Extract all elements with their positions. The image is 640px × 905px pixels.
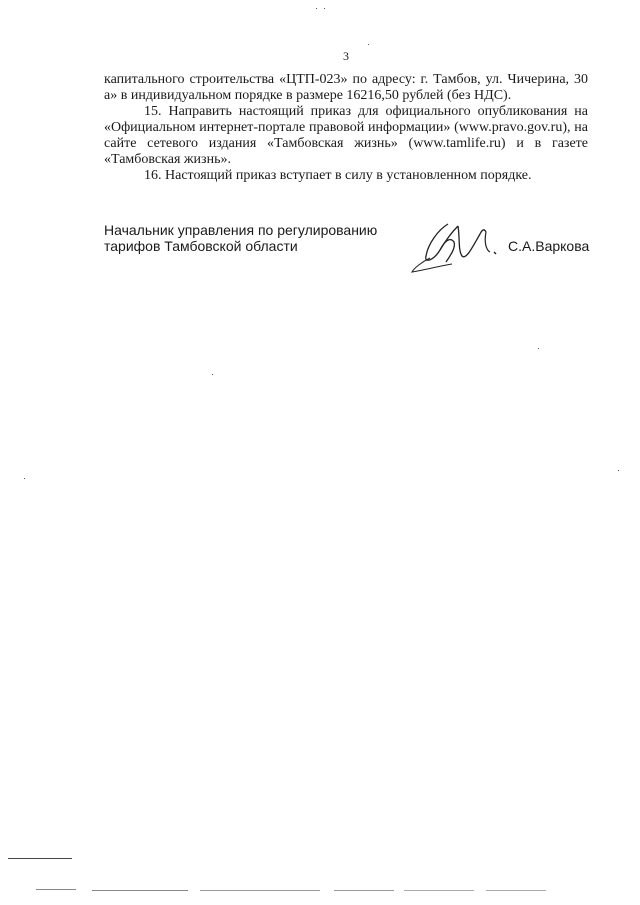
scan-edge-line bbox=[8, 858, 72, 859]
handwritten-signature bbox=[400, 212, 510, 282]
signatory-title bbox=[104, 222, 404, 254]
document-body bbox=[104, 72, 588, 184]
scan-edge-line bbox=[334, 890, 394, 891]
scan-edge-line bbox=[404, 890, 474, 891]
scan-edge-line bbox=[486, 890, 546, 891]
scan-speck bbox=[538, 348, 539, 349]
scan-edge-line bbox=[200, 890, 320, 891]
scan-speck bbox=[618, 470, 619, 471]
scan-speck bbox=[324, 8, 325, 9]
scan-speck bbox=[316, 8, 317, 9]
paragraph-continuation: капитального строительства «ЦТП-023» по адресу: г. Тамбов, ул. Чичерина, 30 а» в индивидуальном порядке в размере 16216,50 рублей (без НДС). bbox=[104, 72, 588, 103]
page-number: 3 bbox=[343, 49, 349, 63]
scan-speck bbox=[24, 478, 25, 479]
signatory-name: С.А.Варкова bbox=[508, 238, 590, 254]
scan-edge-line bbox=[92, 890, 188, 891]
paragraph-15: 15. Направить настоящий приказ для официального опубликования на «Официальном интернет-портале правовой информации» (www.pravo.gov.ru), на сайте сетевого издания «Тамбовская жизнь» (www.tamlife.ru) и в газете «Тамбовская жизнь». bbox=[104, 104, 588, 167]
scan-speck bbox=[368, 44, 369, 45]
scan-edge-line bbox=[36, 889, 76, 890]
scan-speck bbox=[212, 374, 213, 375]
signatory-title-line2: тарифов Тамбовской области bbox=[104, 238, 298, 254]
paragraph-16: 16. Настоящий приказ вступает в силу в установленном порядке. bbox=[144, 168, 532, 183]
signatory-title-line1: Начальник управления по регулированию bbox=[104, 222, 378, 238]
